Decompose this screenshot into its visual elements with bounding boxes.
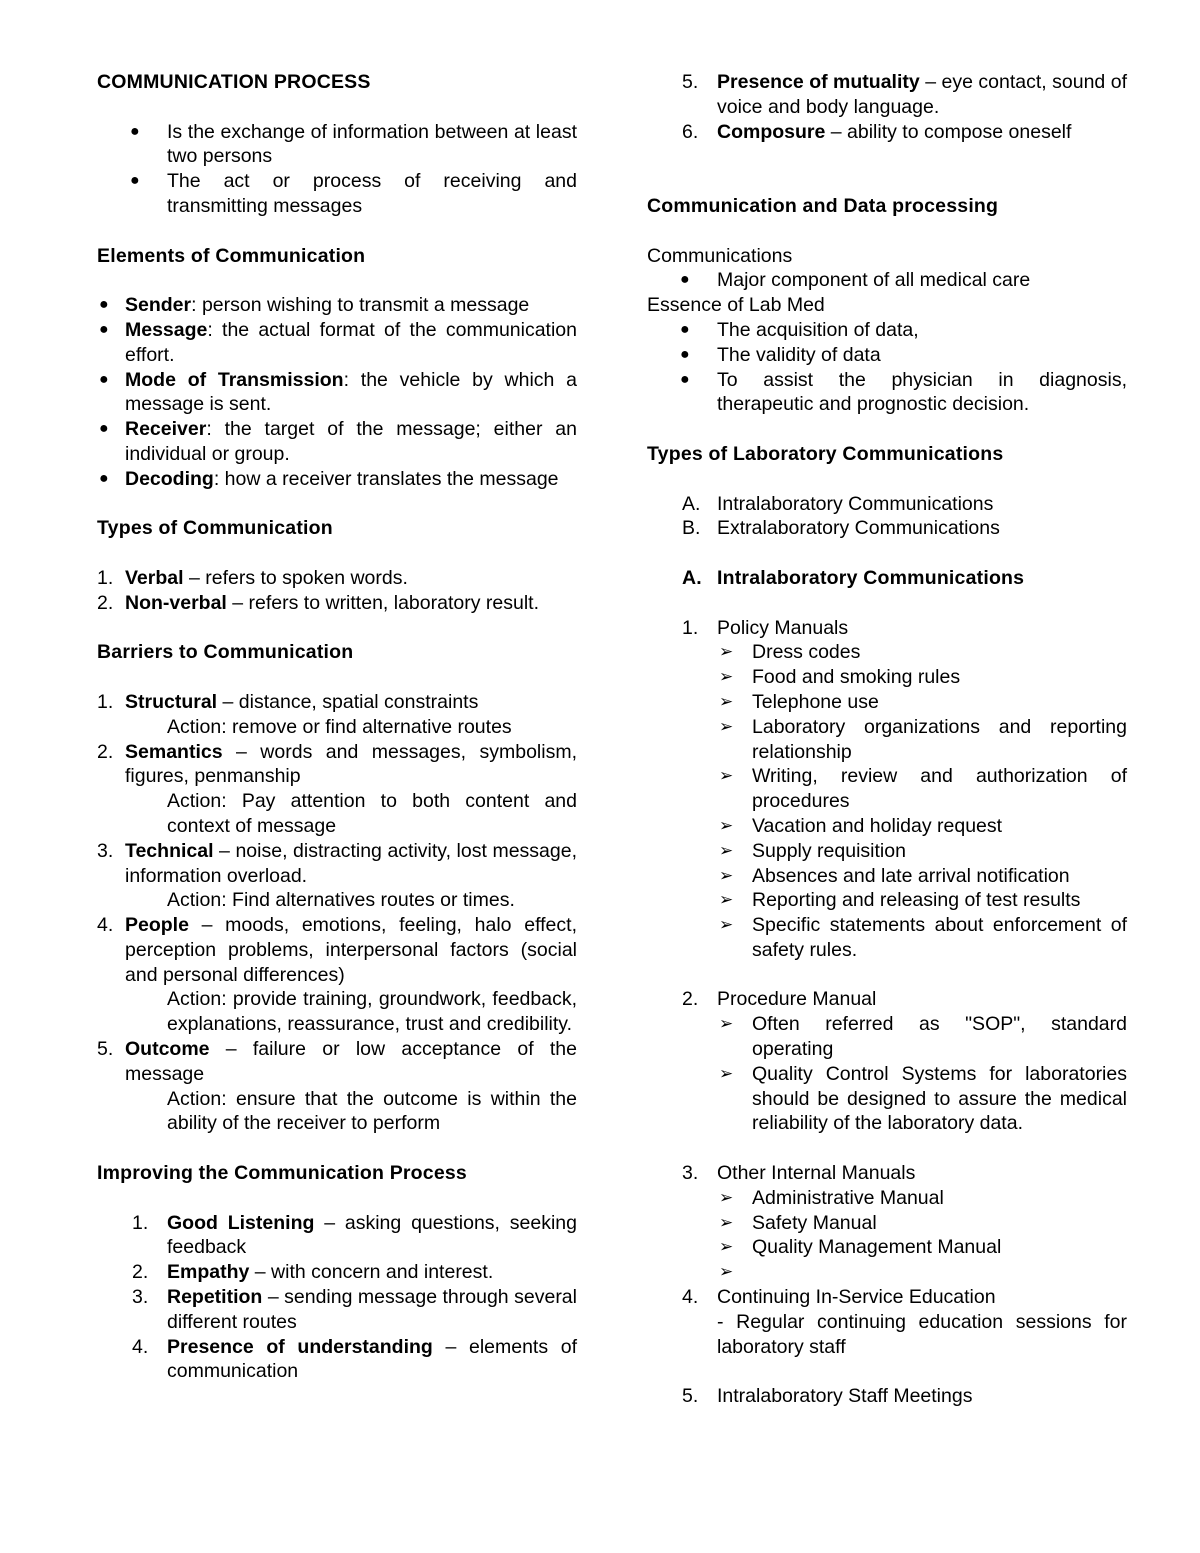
sub-list-item: ➢ Food and smoking rules: [719, 666, 961, 689]
sub-list-item: ➢ Administrative Manual: [719, 1186, 944, 1209]
bullet-icon: ●: [680, 271, 690, 289]
sub-list-item: ➢ Quality Control Systems for laboratories should be designed to assure the medical reliability of the laboratory data.: [719, 1062, 1127, 1135]
arrow-bullet-icon: ➢: [719, 1262, 734, 1282]
section-heading: Types of Laboratory Communications: [647, 442, 1004, 465]
arrow-bullet-icon: ➢: [719, 1212, 734, 1232]
arrow-bullet-icon: ➢: [719, 890, 734, 910]
sub-list-item: ➢ Laboratory organizations and reporting relationship: [719, 715, 1127, 763]
bullet-icon: ●: [99, 296, 109, 314]
bullet-icon: ●: [680, 345, 690, 363]
list-item: ● To assist the physician in diagnosis, therapeutic and prognostic decision.: [680, 368, 1127, 416]
list-item: ● The validity of data: [680, 343, 881, 366]
sub-list-item: ➢ Often referred as "SOP", standard operating: [719, 1013, 1127, 1061]
list-item: 4. Presence of understanding – elements of communication: [132, 1335, 578, 1383]
sub-list-item: ➢ Reporting and releasing of test results: [719, 889, 1081, 912]
list-item: 3. Technical – noise, distracting activity, lost message, information overload.: [97, 839, 577, 887]
list-item: 2. Empathy – with concern and interest.: [132, 1261, 494, 1284]
action-note: Action: remove or find alternative routes: [167, 715, 512, 738]
list-item: 2. Non-verbal – refers to written, laboratory result.: [97, 591, 539, 614]
list-item: 3. Repetition – sending message through several different routes: [132, 1286, 577, 1333]
arrow-bullet-icon: ➢: [719, 1014, 734, 1034]
list-item: ● Sender: person wishing to transmit a message: [99, 294, 530, 317]
sub-list-item: ➢ Safety Manual: [719, 1211, 877, 1234]
list-item: ● Mode of Transmission: the vehicle by which a message is sent.: [99, 368, 577, 416]
arrow-bullet-icon: ➢: [719, 915, 734, 935]
bullet-icon: ●: [99, 370, 109, 388]
left-column: [97, 70, 577, 1384]
list-item: 4. People – moods, emotions, feeling, halo effect, perception problems, interpersonal factors (social and personal differences): [97, 914, 577, 986]
list-item: 4. Continuing In-Service Education: [682, 1286, 996, 1309]
arrow-bullet-icon: ➢: [719, 840, 734, 860]
sub-list-item: ➢ Specific statements about enforcement of safety rules.: [719, 914, 1127, 961]
list-item: 6. Composure – ability to compose oneself: [682, 120, 1072, 143]
list-item-description: - Regular continuing education sessions for laboratory staff: [717, 1310, 1127, 1358]
list-item: A. Intralaboratory Communications: [682, 492, 994, 515]
sub-list-item: ➢ Telephone use: [719, 690, 879, 713]
sub-list-item: ➢ Quality Management Manual: [719, 1236, 1002, 1259]
section-heading: Improving the Communication Process: [97, 1162, 467, 1185]
sub-list-item: ➢ Dress codes: [719, 641, 861, 664]
list-item: 1. Structural – distance, spatial constraints: [97, 690, 479, 713]
list-item: 1. Policy Manuals: [682, 616, 849, 639]
list-item: 1. Good Listening – asking questions, seeking feedback: [132, 1211, 577, 1259]
list-item: B. Extralaboratory Communications: [682, 517, 1000, 540]
sub-list-item: ➢ Vacation and holiday request: [719, 814, 1003, 837]
sub-list-item: [647, 1260, 1127, 1285]
arrow-bullet-icon: ➢: [719, 1187, 734, 1207]
list-item: ● Message: the actual format of the communication effort.: [99, 318, 577, 366]
subsection-label: Communications: [647, 244, 793, 267]
arrow-bullet-icon: ➢: [719, 815, 734, 835]
list-item: ● Decoding: how a receiver translates the message: [99, 467, 559, 490]
right-column: [647, 70, 1127, 1409]
list-item: ● Is the exchange of information between at least two persons: [130, 120, 577, 168]
bullet-icon: ●: [99, 420, 109, 438]
bullet-icon: ●: [130, 172, 140, 190]
bullet-icon: ●: [130, 122, 140, 140]
list-item: ● The acquisition of data,: [680, 318, 919, 341]
list-item: ● The act or process of receiving and transmitting messages: [130, 170, 577, 217]
subsection-heading: A. Intralaboratory Communications: [682, 566, 1025, 589]
bullet-icon: ●: [99, 469, 109, 487]
bullet-icon: ●: [99, 320, 109, 338]
section-heading: Barriers to Communication: [97, 641, 354, 664]
subsection-label: Essence of Lab Med: [647, 294, 825, 317]
arrow-bullet-icon: ➢: [719, 1063, 734, 1083]
action-note: Action: Pay attention to both content and context of message: [167, 790, 577, 837]
action-note: Action: provide training, groundwork, feedback, explanations, reassurance, trust and credibility.: [167, 988, 577, 1036]
arrow-bullet-icon: ➢: [719, 667, 734, 687]
list-item: ● Receiver: the target of the message; either an individual or group.: [99, 418, 577, 465]
section-heading: Elements of Communication: [97, 244, 366, 267]
arrow-bullet-icon: ➢: [719, 1237, 734, 1257]
list-item: 1. Verbal – refers to spoken words.: [97, 566, 408, 589]
sub-list-item: ➢ Absences and late arrival notification: [719, 864, 1070, 887]
section-heading: Communication and Data processing: [647, 194, 999, 217]
list-item: ● Major component of all medical care: [680, 269, 1031, 292]
arrow-bullet-icon: ➢: [719, 642, 734, 662]
arrow-bullet-icon: ➢: [719, 865, 734, 885]
sub-list-item: ➢ Writing, review and authorization of procedures: [719, 765, 1127, 813]
arrow-bullet-icon: ➢: [719, 691, 734, 711]
arrow-bullet-icon: ➢: [719, 766, 734, 786]
list-item: 5. Outcome – failure or low acceptance of the message: [97, 1038, 577, 1085]
list-item: 5. Intralaboratory Staff Meetings: [682, 1385, 973, 1408]
list-item: 5. Presence of mutuality – eye contact, sound of voice and body language.: [682, 71, 1127, 118]
list-item: 2. Semantics – words and messages, symbolism, figures, penmanship: [97, 740, 577, 788]
action-note: Action: Find alternatives routes or times.: [167, 889, 515, 912]
bullet-icon: ●: [680, 370, 690, 388]
page-title: COMMUNICATION PROCESS: [97, 71, 371, 93]
arrow-bullet-icon: ➢: [719, 716, 734, 736]
sub-list-item: ➢ Supply requisition: [719, 839, 906, 862]
list-item: 3. Other Internal Manuals: [682, 1162, 916, 1185]
list-item: 2. Procedure Manual: [682, 988, 877, 1011]
section-heading: Types of Communication: [97, 517, 333, 540]
bullet-icon: ●: [680, 320, 690, 338]
action-note: Action: ensure that the outcome is within the ability of the receiver to perform: [167, 1087, 577, 1135]
